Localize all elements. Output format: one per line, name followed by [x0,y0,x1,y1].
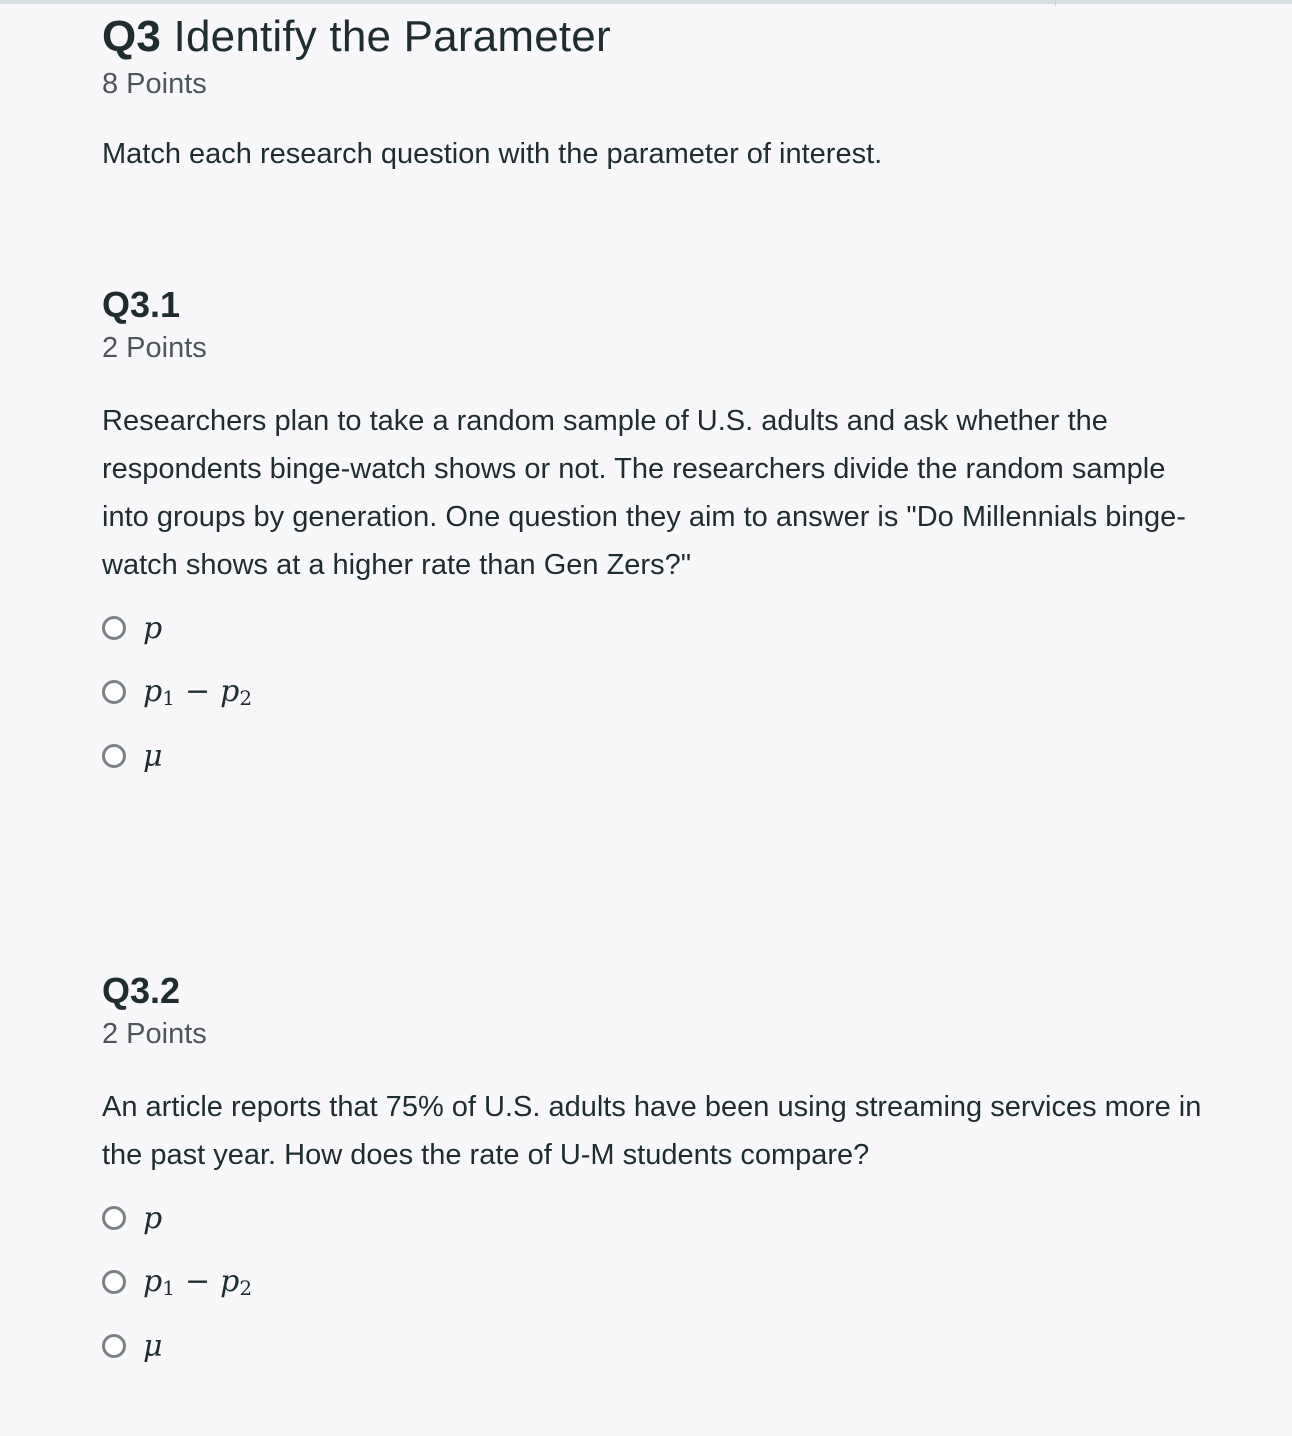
subquestion-prompt: An article reports that 75% of U.S. adults have been using streaming services more in the past year. How does the rate of U-M students compare? [102,1091,1202,1171]
option-p1-minus-p2[interactable] [102,1250,252,1314]
question-title [102,12,611,62]
radio-button[interactable] [102,744,126,768]
option-label: $p_1 - p_2$ [143,674,253,710]
radio-button[interactable] [102,1270,126,1294]
radio-button[interactable] [102,616,126,640]
question-number: Q3 [102,12,162,61]
top-divider-tick [1055,0,1056,6]
subquestion-number: Q3.1 [102,284,181,325]
question-instruction: Match each research question with the parameter of interest. [102,138,883,170]
option-label: p [143,610,163,646]
option-mu[interactable] [102,724,252,788]
radio-button[interactable] [102,680,126,704]
subquestion-points: 2 Points [102,332,207,364]
option-label: $p_1 - p_2$ [143,1264,253,1300]
option-mu[interactable] [102,1314,252,1378]
option-p1-minus-p2[interactable] [102,660,252,724]
option-label: μ [143,738,163,774]
subquestion-points: 2 Points [102,1018,207,1050]
subquestion-prompt: Researchers plan to take a random sample of U.S. adults and ask whether the respondents binge-watch shows or not. The researchers divide the random sample into groups by generation. One question they aim to answer is "Do Millennials binge-watch shows at a higher rate than Gen Zers?" [102,405,1186,581]
subquestion-number: Q3.2 [102,970,181,1011]
question-points: 8 Points [102,68,207,100]
option-label: μ [143,1328,163,1364]
question-title-text: Identify the Parameter [173,12,611,61]
answer-options [102,596,252,788]
top-divider [0,0,1292,4]
radio-button[interactable] [102,1206,126,1230]
answer-options [102,1186,252,1378]
option-p[interactable] [102,596,252,660]
option-label: p [143,1200,163,1236]
radio-button[interactable] [102,1334,126,1358]
option-p[interactable] [102,1186,252,1250]
